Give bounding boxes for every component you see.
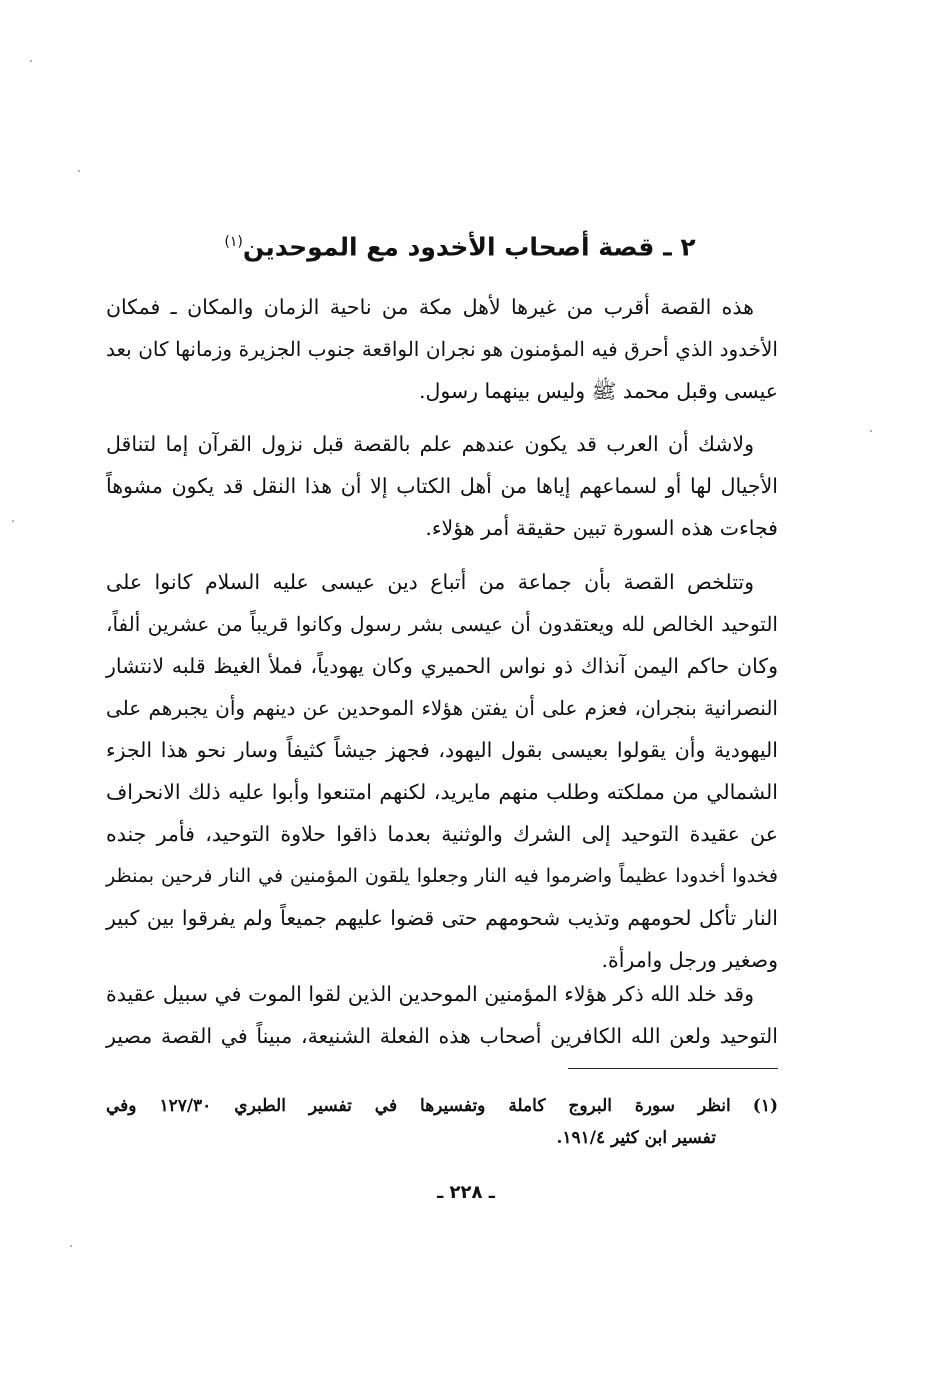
footnote-number: (١) — [752, 1096, 778, 1116]
paragraph-3 — [106, 561, 778, 981]
text-line: النار تأكل لحومهم وتذيب شحومهم حتى قضوا عليهم جميعاً ولم يفرقوا بين كبير — [106, 906, 778, 930]
scan-speck — [30, 60, 32, 62]
text-line: فجاءت هذه السورة تبين حقيقة أمر هؤلاء. — [425, 516, 778, 540]
text-line: اليهودية وأن يقولوا بعيسى بقول اليهود، فجهز جيشاً كثيفاً وسار نحو هذا الجزء — [106, 738, 778, 762]
text-line: الأخدود الذي أحرق فيه المؤمنون هو نجران الواقعة جنوب الجزيرة وزمانها كان بعد — [106, 337, 778, 361]
text-line: وصغير ورجل وامرأة. — [601, 948, 778, 972]
paragraph-4 — [106, 973, 778, 1057]
footnote-text: انظر سورة البروج كاملة وتفسيرها في تفسير الطبري ١٢٧/٣٠ وفي — [106, 1096, 731, 1116]
footnote-line — [106, 1090, 778, 1122]
text-line: وتتلخص القصة بأن جماعة من أتباع دين عيسى عليه السلام كانوا على — [106, 570, 754, 594]
scan-speck — [70, 1245, 72, 1247]
text-line: التوحيد الخالص لله ويعتقدون أن عيسى بشر رسول وكانوا قريباً من عشرين ألفاً، — [106, 612, 778, 636]
paragraph-1 — [106, 286, 778, 412]
text-line: ولاشك أن العرب قد يكون عندهم علم بالقصة قبل نزول القرآن إما لتناقل — [106, 432, 754, 456]
page-number: ـ ٢٢٨ ـ — [437, 1182, 495, 1203]
scan-speck — [870, 430, 872, 432]
text-line: التوحيد ولعن الله الكافرين أصحاب هذه الفعلة الشنيعة، مبيناً في القصة مصير — [106, 1024, 778, 1048]
scan-speck — [78, 170, 80, 172]
text-line: وقد خلد الله ذكر هؤلاء المؤمنين الموحدين الذين لقوا الموت في سبيل عقيدة — [106, 982, 754, 1006]
footnote-line: تفسير ابن كثير ١٩١/٤. — [556, 1128, 716, 1148]
text-line: فخدوا أخدودا عظيماً واضرموا فيه النار وجعلوا يلقون المؤمنين في النار فرحين بمنظر — [106, 865, 778, 887]
scan-speck — [12, 520, 14, 522]
text-line: عن عقيدة التوحيد إلى الشرك والوثنية بعدما ذاقوا حلاوة التوحيد، فأمر جنده — [106, 822, 778, 846]
text-line: هذه القصة أقرب من غيرها لأهل مكة من ناحية الزمان والمكان ـ فمكان — [106, 295, 754, 319]
text-line: عيسى وقبل محمد ﷺ وليس بينهما رسول. — [418, 379, 778, 403]
heading-footnote-ref: (١) — [224, 234, 243, 250]
text-line: النصرانية بنجران، فعزم على أن يفتن هؤلاء الموحدين عن دينهم وأن يجبرهم على — [106, 696, 778, 720]
footnote-divider — [568, 1068, 778, 1069]
paragraph-2 — [106, 423, 778, 549]
text-line: الأجيال لها أو لسماعهم إياها من أهل الكتاب إلا أن هذا النقل قد يكون مشوهاً — [106, 474, 778, 498]
text-line: وكان حاكم اليمن آنذاك ذو نواس الحميري وكان يهودياً، فملأ الغيظ قلبه لانتشار — [106, 654, 778, 678]
footnote — [106, 1090, 778, 1154]
section-heading-text: ٢ ـ قصة أصحاب الأخدود مع الموحدين — [242, 232, 696, 262]
text-line: الشمالي من مملكته وطلب منهم مايريد، لكنهم امتنعوا وأبوا عليه ذلك الانحراف — [106, 780, 778, 804]
section-heading — [110, 222, 810, 267]
